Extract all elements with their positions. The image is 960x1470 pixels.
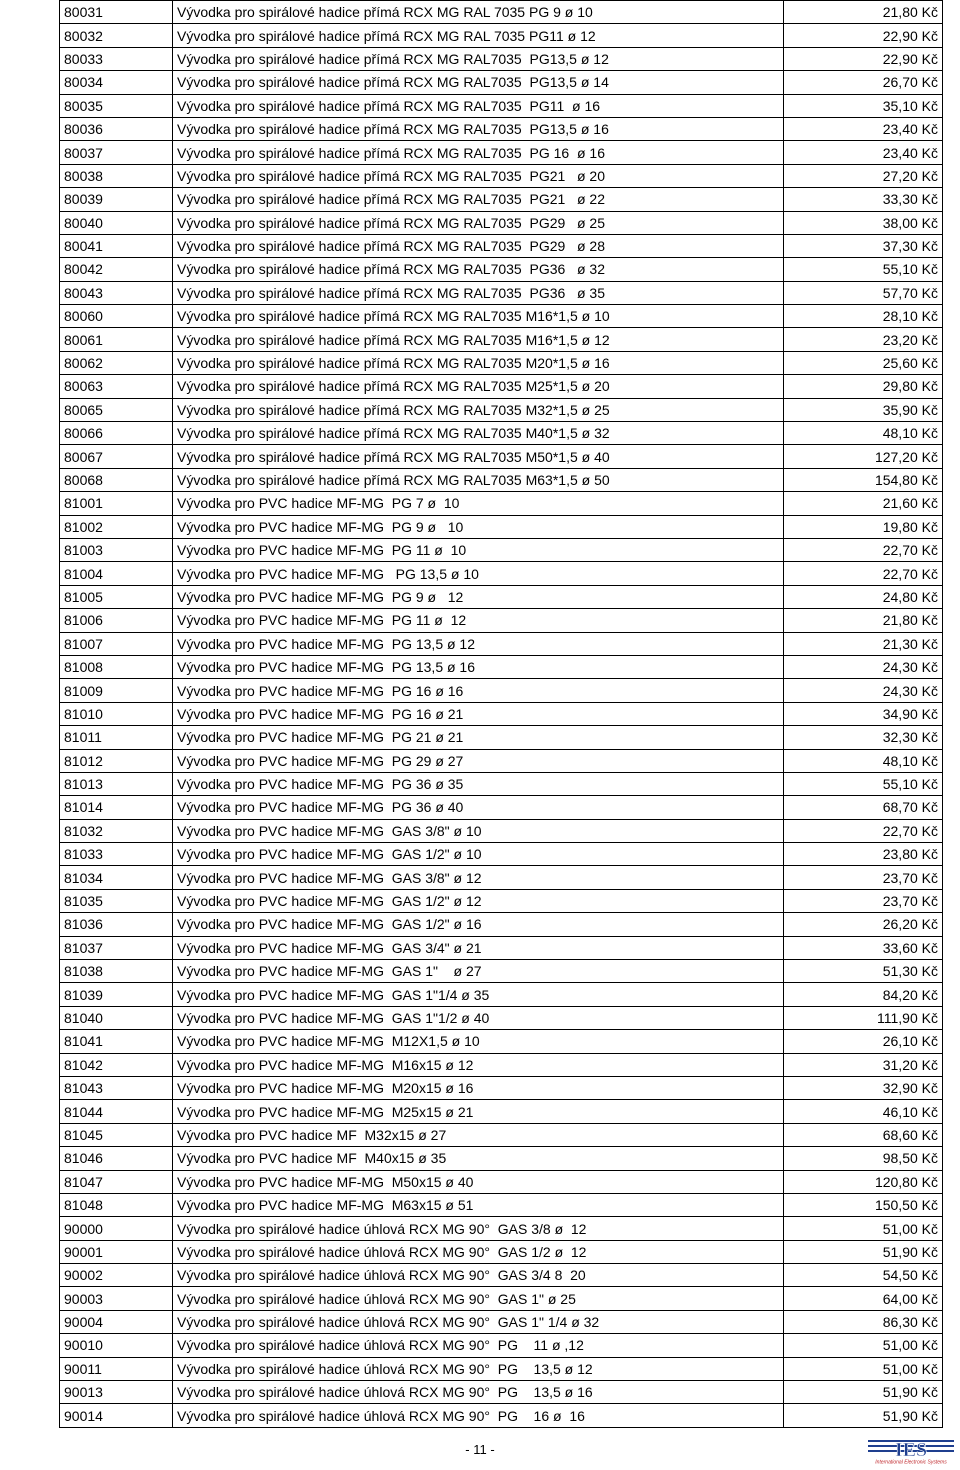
table-row: [60, 445, 943, 468]
table-row: [60, 515, 943, 538]
product-code: 81013: [60, 772, 173, 795]
product-price: 24,80 Kč: [784, 585, 943, 608]
product-code: 81009: [60, 679, 173, 702]
table-row: [60, 1076, 943, 1099]
product-price: 29,80 Kč: [784, 375, 943, 398]
product-price: 51,30 Kč: [784, 960, 943, 983]
product-price: 21,80 Kč: [784, 1, 943, 24]
product-price: 32,90 Kč: [784, 1076, 943, 1099]
product-description: Vývodka pro PVC hadice MF-MG M20x15 ø 16: [173, 1076, 784, 1099]
table-row: [60, 1404, 943, 1427]
product-code: 90014: [60, 1404, 173, 1427]
table-row: [60, 1030, 943, 1053]
table-row: [60, 1264, 943, 1287]
product-price: 48,10 Kč: [784, 422, 943, 445]
product-code: 90002: [60, 1264, 173, 1287]
product-description: Vývodka pro spirálové hadice úhlová RCX MG 90° PG 13,5 ø 12: [173, 1357, 784, 1380]
product-description: Vývodka pro spirálové hadice přímá RCX MG RAL7035 M63*1,5 ø 50: [173, 468, 784, 491]
product-code: 81047: [60, 1170, 173, 1193]
product-code: 80035: [60, 94, 173, 117]
product-code: 80060: [60, 305, 173, 328]
product-description: Vývodka pro PVC hadice MF-MG PG 9 ø 10: [173, 515, 784, 538]
product-description: Vývodka pro PVC hadice MF-MG PG 11 ø 12: [173, 609, 784, 632]
product-description: Vývodka pro PVC hadice MF-MG M16x15 ø 12: [173, 1053, 784, 1076]
table-row: [60, 562, 943, 585]
product-price: 84,20 Kč: [784, 983, 943, 1006]
table-row: [60, 375, 943, 398]
table-row: [60, 1193, 943, 1216]
table-row: [60, 1287, 943, 1310]
product-description: Vývodka pro spirálové hadice přímá RCX MG RAL7035 M32*1,5 ø 25: [173, 398, 784, 421]
product-code: 80043: [60, 281, 173, 304]
product-description: Vývodka pro spirálové hadice úhlová RCX MG 90° GAS 1" 1/4 ø 32: [173, 1310, 784, 1333]
product-code: 81039: [60, 983, 173, 1006]
table-row: [60, 1100, 943, 1123]
product-description: Vývodka pro PVC hadice MF-MG PG 13,5 ø 12: [173, 632, 784, 655]
table-row: [60, 47, 943, 70]
price-list-sheet: [59, 0, 943, 1428]
table-row: [60, 468, 943, 491]
product-price: 22,90 Kč: [784, 24, 943, 47]
table-row: [60, 1147, 943, 1170]
table-row: [60, 422, 943, 445]
table-row: [60, 679, 943, 702]
product-price: 57,70 Kč: [784, 281, 943, 304]
table-row: [60, 585, 943, 608]
product-description: Vývodka pro spirálové hadice přímá RCX MG RAL7035 M16*1,5 ø 12: [173, 328, 784, 351]
product-code: 90010: [60, 1334, 173, 1357]
product-price: 68,70 Kč: [784, 796, 943, 819]
product-code: 81011: [60, 726, 173, 749]
product-code: 81006: [60, 609, 173, 632]
product-price: 28,10 Kč: [784, 305, 943, 328]
table-row: [60, 796, 943, 819]
price-table: [59, 0, 943, 1428]
product-description: Vývodka pro spirálové hadice přímá RCX MG RAL7035 PG13,5 ø 16: [173, 117, 784, 140]
product-description: Vývodka pro spirálové hadice úhlová RCX MG 90° GAS 1/2 ø 12: [173, 1240, 784, 1263]
product-description: Vývodka pro PVC hadice MF-MG GAS 1" ø 27: [173, 960, 784, 983]
table-row: [60, 1, 943, 24]
product-price: 25,60 Kč: [784, 351, 943, 374]
product-code: 81003: [60, 538, 173, 561]
product-price: 35,90 Kč: [784, 398, 943, 421]
product-description: Vývodka pro spirálové hadice přímá RCX MG RAL7035 PG11 ø 16: [173, 94, 784, 117]
product-code: 81045: [60, 1123, 173, 1146]
product-code: 90000: [60, 1217, 173, 1240]
table-row: [60, 819, 943, 842]
product-price: 19,80 Kč: [784, 515, 943, 538]
table-row: [60, 211, 943, 234]
product-description: Vývodka pro PVC hadice MF-MG GAS 3/8" ø 12: [173, 866, 784, 889]
product-price: 150,50 Kč: [784, 1193, 943, 1216]
product-code: 81008: [60, 655, 173, 678]
product-price: 22,70 Kč: [784, 538, 943, 561]
product-description: Vývodka pro spirálové hadice přímá RCX MG RAL7035 PG29 ø 28: [173, 234, 784, 257]
product-description: Vývodka pro spirálové hadice úhlová RCX MG 90° GAS 1" ø 25: [173, 1287, 784, 1310]
table-row: [60, 1357, 943, 1380]
product-code: 81002: [60, 515, 173, 538]
table-row: [60, 843, 943, 866]
table-row: [60, 1053, 943, 1076]
product-code: 90013: [60, 1381, 173, 1404]
product-description: Vývodka pro spirálové hadice přímá RCX MG RAL7035 PG 16 ø 16: [173, 141, 784, 164]
product-code: 80066: [60, 422, 173, 445]
product-code: 81033: [60, 843, 173, 866]
product-description: Vývodka pro PVC hadice MF-MG PG 36 ø 40: [173, 796, 784, 819]
table-row: [60, 1310, 943, 1333]
product-code: 81034: [60, 866, 173, 889]
table-row: [60, 141, 943, 164]
product-description: Vývodka pro spirálové hadice přímá RCX MG RAL7035 PG13,5 ø 14: [173, 71, 784, 94]
product-price: 26,10 Kč: [784, 1030, 943, 1053]
product-price: 55,10 Kč: [784, 772, 943, 795]
product-price: 111,90 Kč: [784, 1006, 943, 1029]
table-row: [60, 117, 943, 140]
product-price: 22,70 Kč: [784, 819, 943, 842]
product-price: 33,30 Kč: [784, 188, 943, 211]
product-code: 81010: [60, 702, 173, 725]
table-row: [60, 960, 943, 983]
table-row: [60, 702, 943, 725]
product-description: Vývodka pro PVC hadice MF-MG GAS 3/8" ø 10: [173, 819, 784, 842]
product-price: 23,70 Kč: [784, 866, 943, 889]
product-code: 80037: [60, 141, 173, 164]
product-description: Vývodka pro PVC hadice MF-MG GAS 1/2" ø 12: [173, 889, 784, 912]
product-price: 26,70 Kč: [784, 71, 943, 94]
product-description: Vývodka pro PVC hadice MF-MG GAS 1/2" ø 16: [173, 913, 784, 936]
table-row: [60, 234, 943, 257]
product-description: Vývodka pro spirálové hadice přímá RCX MG RAL 7035 PG11 ø 12: [173, 24, 784, 47]
product-code: 80040: [60, 211, 173, 234]
product-code: 80031: [60, 1, 173, 24]
product-code: 81038: [60, 960, 173, 983]
table-row: [60, 609, 943, 632]
product-code: 80032: [60, 24, 173, 47]
product-description: Vývodka pro spirálové hadice přímá RCX MG RAL 7035 PG 9 ø 10: [173, 1, 784, 24]
product-description: Vývodka pro PVC hadice MF-MG PG 21 ø 21: [173, 726, 784, 749]
table-row: [60, 1240, 943, 1263]
product-description: Vývodka pro spirálové hadice přímá RCX MG RAL7035 M16*1,5 ø 10: [173, 305, 784, 328]
product-code: 80034: [60, 71, 173, 94]
product-price: 23,80 Kč: [784, 843, 943, 866]
product-code: 81046: [60, 1147, 173, 1170]
product-code: 81007: [60, 632, 173, 655]
table-row: [60, 632, 943, 655]
product-description: Vývodka pro PVC hadice MF-MG PG 16 ø 16: [173, 679, 784, 702]
product-description: Vývodka pro spirálové hadice přímá RCX MG RAL7035 PG21 ø 20: [173, 164, 784, 187]
product-description: Vývodka pro spirálové hadice přímá RCX MG RAL7035 PG21 ø 22: [173, 188, 784, 211]
product-description: Vývodka pro PVC hadice MF-MG PG 13,5 ø 16: [173, 655, 784, 678]
product-price: 54,50 Kč: [784, 1264, 943, 1287]
product-description: Vývodka pro spirálové hadice úhlová RCX MG 90° PG 13,5 ø 16: [173, 1381, 784, 1404]
product-code: 80067: [60, 445, 173, 468]
table-row: [60, 281, 943, 304]
product-price: 51,90 Kč: [784, 1404, 943, 1427]
product-description: Vývodka pro PVC hadice MF-MG GAS 3/4" ø 21: [173, 936, 784, 959]
product-description: Vývodka pro PVC hadice MF-MG PG 11 ø 10: [173, 538, 784, 561]
table-row: [60, 866, 943, 889]
product-description: Vývodka pro PVC hadice MF-MG M63x15 ø 51: [173, 1193, 784, 1216]
product-code: 90003: [60, 1287, 173, 1310]
product-price: 51,00 Kč: [784, 1357, 943, 1380]
product-code: 81048: [60, 1193, 173, 1216]
product-price: 33,60 Kč: [784, 936, 943, 959]
product-code: 80065: [60, 398, 173, 421]
table-row: [60, 538, 943, 561]
product-price: 86,30 Kč: [784, 1310, 943, 1333]
product-description: Vývodka pro PVC hadice MF-MG GAS 1"1/4 ø 35: [173, 983, 784, 1006]
product-price: 51,90 Kč: [784, 1381, 943, 1404]
table-row: [60, 305, 943, 328]
product-code: 81032: [60, 819, 173, 842]
product-price: 51,90 Kč: [784, 1240, 943, 1263]
product-code: 90011: [60, 1357, 173, 1380]
table-row: [60, 71, 943, 94]
product-code: 80039: [60, 188, 173, 211]
product-description: Vývodka pro PVC hadice MF-MG M25x15 ø 21: [173, 1100, 784, 1123]
table-row: [60, 492, 943, 515]
product-description: Vývodka pro PVC hadice MF-MG M50x15 ø 40: [173, 1170, 784, 1193]
table-row: [60, 726, 943, 749]
product-price: 22,90 Kč: [784, 47, 943, 70]
table-row: [60, 1006, 943, 1029]
product-code: 81040: [60, 1006, 173, 1029]
product-description: Vývodka pro PVC hadice MF-MG PG 29 ø 27: [173, 749, 784, 772]
product-description: Vývodka pro spirálové hadice přímá RCX MG RAL7035 PG36 ø 32: [173, 258, 784, 281]
product-code: 80063: [60, 375, 173, 398]
product-price: 38,00 Kč: [784, 211, 943, 234]
product-description: Vývodka pro PVC hadice MF-MG M12X1,5 ø 10: [173, 1030, 784, 1053]
price-table-body: [60, 1, 943, 1428]
product-code: 80042: [60, 258, 173, 281]
product-price: 55,10 Kč: [784, 258, 943, 281]
product-description: Vývodka pro spirálové hadice přímá RCX MG RAL7035 PG36 ø 35: [173, 281, 784, 304]
logo-tagline: International Electronic Systems: [875, 1459, 947, 1465]
product-price: 64,00 Kč: [784, 1287, 943, 1310]
table-row: [60, 398, 943, 421]
product-code: 81044: [60, 1100, 173, 1123]
product-description: Vývodka pro spirálové hadice přímá RCX MG RAL7035 PG13,5 ø 12: [173, 47, 784, 70]
table-row: [60, 94, 943, 117]
table-row: [60, 983, 943, 1006]
product-code: 81014: [60, 796, 173, 819]
product-description: Vývodka pro PVC hadice MF M32x15 ø 27: [173, 1123, 784, 1146]
product-description: Vývodka pro PVC hadice MF-MG PG 7 ø 10: [173, 492, 784, 515]
product-code: 81043: [60, 1076, 173, 1099]
product-code: 90001: [60, 1240, 173, 1263]
product-description: Vývodka pro spirálové hadice úhlová RCX MG 90° GAS 3/4 8 20: [173, 1264, 784, 1287]
product-price: 23,20 Kč: [784, 328, 943, 351]
product-description: Vývodka pro spirálové hadice přímá RCX MG RAL7035 M50*1,5 ø 40: [173, 445, 784, 468]
table-row: [60, 328, 943, 351]
product-code: 81012: [60, 749, 173, 772]
table-row: [60, 24, 943, 47]
product-code: 80033: [60, 47, 173, 70]
ies-logo-graphic: [868, 1437, 954, 1465]
product-price: 98,50 Kč: [784, 1147, 943, 1170]
product-code: 80036: [60, 117, 173, 140]
product-price: 154,80 Kč: [784, 468, 943, 491]
product-price: 48,10 Kč: [784, 749, 943, 772]
product-price: 68,60 Kč: [784, 1123, 943, 1146]
product-price: 23,40 Kč: [784, 141, 943, 164]
table-row: [60, 351, 943, 374]
product-code: 81001: [60, 492, 173, 515]
product-code: 81042: [60, 1053, 173, 1076]
product-code: 81005: [60, 585, 173, 608]
product-price: 34,90 Kč: [784, 702, 943, 725]
product-description: Vývodka pro PVC hadice MF-MG PG 16 ø 21: [173, 702, 784, 725]
table-row: [60, 1217, 943, 1240]
product-price: 23,70 Kč: [784, 889, 943, 912]
table-row: [60, 164, 943, 187]
table-row: [60, 188, 943, 211]
product-code: 81037: [60, 936, 173, 959]
product-description: Vývodka pro spirálové hadice úhlová RCX MG 90° PG 11 ø ,12: [173, 1334, 784, 1357]
product-price: 22,70 Kč: [784, 562, 943, 585]
table-row: [60, 913, 943, 936]
product-description: Vývodka pro PVC hadice MF-MG PG 13,5 ø 10: [173, 562, 784, 585]
product-code: 81041: [60, 1030, 173, 1053]
product-price: 32,30 Kč: [784, 726, 943, 749]
table-row: [60, 258, 943, 281]
product-description: Vývodka pro spirálové hadice úhlová RCX MG 90° GAS 3/8 ø 12: [173, 1217, 784, 1240]
product-description: Vývodka pro spirálové hadice přímá RCX MG RAL7035 M25*1,5 ø 20: [173, 375, 784, 398]
table-row: [60, 1334, 943, 1357]
product-description: Vývodka pro PVC hadice MF-MG PG 9 ø 12: [173, 585, 784, 608]
product-price: 27,20 Kč: [784, 164, 943, 187]
product-price: 21,30 Kč: [784, 632, 943, 655]
product-code: 81004: [60, 562, 173, 585]
product-description: Vývodka pro PVC hadice MF-MG PG 36 ø 35: [173, 772, 784, 795]
product-price: 26,20 Kč: [784, 913, 943, 936]
product-description: Vývodka pro PVC hadice MF M40x15 ø 35: [173, 1147, 784, 1170]
product-code: 81035: [60, 889, 173, 912]
product-price: 35,10 Kč: [784, 94, 943, 117]
product-description: Vývodka pro spirálové hadice přímá RCX MG RAL7035 M20*1,5 ø 16: [173, 351, 784, 374]
product-price: 21,60 Kč: [784, 492, 943, 515]
product-code: 80068: [60, 468, 173, 491]
page-number: - 11 -: [465, 1442, 495, 1457]
product-code: 80038: [60, 164, 173, 187]
table-row: [60, 749, 943, 772]
product-code: 90004: [60, 1310, 173, 1333]
table-row: [60, 1123, 943, 1146]
product-price: 24,30 Kč: [784, 655, 943, 678]
product-price: 127,20 Kč: [784, 445, 943, 468]
table-row: [60, 772, 943, 795]
table-row: [60, 936, 943, 959]
table-row: [60, 889, 943, 912]
product-description: Vývodka pro PVC hadice MF-MG GAS 1"1/2 ø 40: [173, 1006, 784, 1029]
product-price: 37,30 Kč: [784, 234, 943, 257]
product-description: Vývodka pro spirálové hadice přímá RCX MG RAL7035 M40*1,5 ø 32: [173, 422, 784, 445]
product-price: 46,10 Kč: [784, 1100, 943, 1123]
product-description: Vývodka pro PVC hadice MF-MG GAS 1/2" ø 10: [173, 843, 784, 866]
product-price: 31,20 Kč: [784, 1053, 943, 1076]
table-row: [60, 1381, 943, 1404]
product-price: 21,80 Kč: [784, 609, 943, 632]
product-description: Vývodka pro spirálové hadice přímá RCX MG RAL7035 PG29 ø 25: [173, 211, 784, 234]
product-code: 80062: [60, 351, 173, 374]
product-price: 23,40 Kč: [784, 117, 943, 140]
ies-logo: [868, 1437, 954, 1465]
logo-text: IES: [894, 1439, 928, 1461]
table-row: [60, 1170, 943, 1193]
product-price: 120,80 Kč: [784, 1170, 943, 1193]
product-price: 24,30 Kč: [784, 679, 943, 702]
product-code: 80061: [60, 328, 173, 351]
product-code: 81036: [60, 913, 173, 936]
product-code: 80041: [60, 234, 173, 257]
table-row: [60, 655, 943, 678]
product-description: Vývodka pro spirálové hadice úhlová RCX MG 90° PG 16 ø 16: [173, 1404, 784, 1427]
product-price: 51,00 Kč: [784, 1217, 943, 1240]
product-price: 51,00 Kč: [784, 1334, 943, 1357]
